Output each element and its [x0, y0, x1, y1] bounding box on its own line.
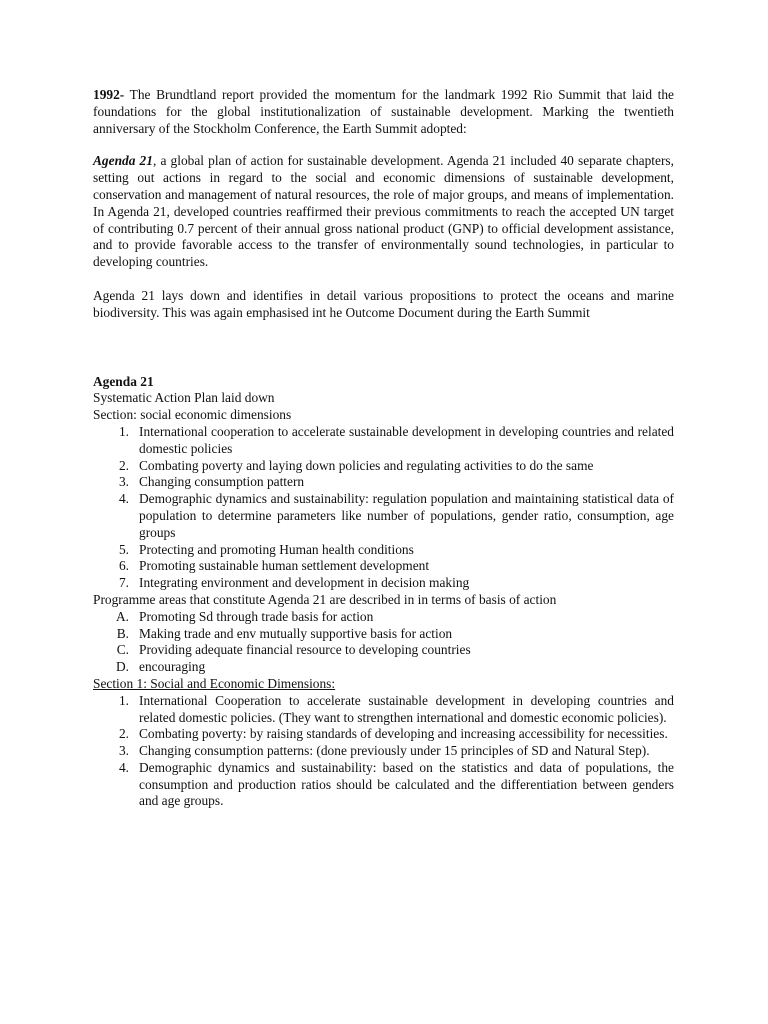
- list-text: Promoting Sd through trade basis for action: [139, 608, 374, 624]
- list-text: Demographic dynamics and sustainability: regulation population and maintaining statistical data of population to determine parameters like number of populations, gender ratio, consumption, age groups: [139, 491, 674, 540]
- list-text: Providing adequate financial resource to developing countries: [139, 642, 471, 658]
- section1-list: [93, 693, 674, 811]
- list-letter: D.: [115, 659, 129, 675]
- programme-intro: Programme areas that constitute Agenda 21 are described in in terms of basis of action: [93, 591, 557, 607]
- agenda-subheading: Systematic Action Plan laid down: [93, 390, 275, 406]
- intro-year: 1992-: [93, 87, 125, 102]
- list-item: [93, 558, 674, 575]
- list-number: 1.: [118, 423, 129, 439]
- list-item: [93, 726, 674, 743]
- list-text: International Cooperation to accelerate sustainable development in developing countries and related domestic policies. (They want to strengthen international and domestic economic policies).: [139, 692, 674, 725]
- list-number: 4.: [118, 759, 129, 775]
- list-item: [93, 743, 674, 760]
- list-item: [93, 491, 674, 541]
- programme-list: [93, 609, 674, 676]
- list-letter: C.: [116, 642, 129, 658]
- section1-heading: Section 1: Social and Economic Dimensions:: [93, 675, 336, 691]
- list-item: [93, 542, 674, 559]
- list-text: Combating poverty: by raising standards of developing and increasing accessibility for necessities.: [139, 726, 668, 742]
- list-number: 6.: [118, 558, 129, 574]
- list-item: [93, 760, 674, 810]
- list-item: [93, 609, 674, 626]
- list-text: Combating poverty and laying down policies and regulating activities to do the same: [139, 457, 594, 473]
- list-item: [93, 458, 674, 475]
- agenda-heading: Agenda 21: [93, 373, 154, 389]
- list-item: [93, 693, 674, 727]
- oceans-paragraph: Agenda 21 lays down and identifies in detail various propositions to protect the oceans and marine biodiversity. This was again emphasised int he Outcome Document during the Earth Summit: [93, 287, 674, 320]
- list-text: Making trade and env mutually supportive basis for action: [139, 625, 453, 641]
- list-item: [93, 575, 674, 592]
- list-item: [93, 474, 674, 491]
- list-number: 2.: [118, 457, 129, 473]
- list-text: encouraging: [139, 659, 206, 675]
- agenda-section-line: Section: social economic dimensions: [93, 407, 292, 423]
- list-letter: B.: [116, 625, 129, 641]
- list-text: International cooperation to accelerate sustainable development in developing countries and related domestic policies: [139, 423, 674, 456]
- list-text: Changing consumption pattern: [139, 474, 305, 490]
- list-item: [93, 642, 674, 659]
- list-text: Protecting and promoting Human health conditions: [139, 541, 414, 557]
- intro-text: The Brundtland report provided the momentum for the landmark 1992 Rio Summit that laid the foundations for the global institutionalization of sustainable development. Marking the twentieth anniversary of the Stockholm Conference, the Earth Summit adopted:: [93, 87, 674, 136]
- document-body: [93, 87, 674, 810]
- list-letter: A.: [115, 608, 129, 624]
- list-item: [93, 626, 674, 643]
- agenda-paragraph: [93, 153, 674, 271]
- list-text: Changing consumption patterns: (done previously under 15 principles of SD and Natural Step).: [139, 743, 650, 759]
- list-number: 5.: [118, 541, 129, 557]
- list-text: Integrating environment and development in decision making: [139, 575, 470, 591]
- list-number: 4.: [118, 491, 129, 507]
- list-item: [93, 659, 674, 676]
- agenda-title: Agenda 21: [93, 153, 153, 169]
- list-text: Demographic dynamics and sustainability: based on the statistics and data of populations, the consumption and production ratios should be calculated and the differentiation between genders and age groups.: [139, 759, 674, 809]
- agenda-list: [93, 424, 674, 592]
- list-number: 2.: [118, 726, 129, 742]
- agenda-text: , a global plan of action for sustainable development. Agenda 21 included 40 separate chapters, setting out actions in regard to the social and economic dimensions of sustainable development, conservation and management of natural resources, the role of major groups, and means of implementation. In Agenda 21, developed countries reaffirmed their previous commitments to reach the accepted UN target of contributing 0.7 percent of their annual gross national product (GNP) to official development assistance, and to provide favorable access to the transfer of environmentally sound technologies, in particular to developing countries.: [93, 153, 674, 270]
- list-number: 3.: [118, 474, 129, 490]
- list-number: 3.: [118, 743, 129, 759]
- list-item: [93, 424, 674, 458]
- intro-paragraph: [93, 87, 674, 137]
- list-number: 7.: [118, 575, 129, 591]
- list-number: 1.: [118, 692, 129, 708]
- list-text: Promoting sustainable human settlement development: [139, 558, 430, 574]
